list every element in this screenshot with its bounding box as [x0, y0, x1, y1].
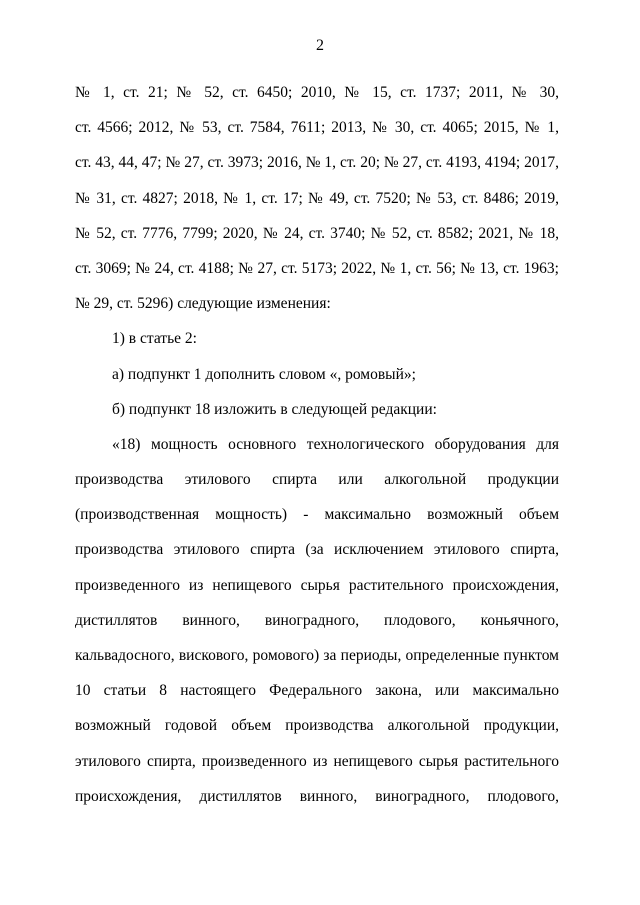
text-line: кальвадосного, вискового, ромового) за периоды, определенные пунктом	[75, 647, 559, 664]
text-line: № 1, ст. 21; № 52, ст. 6450; 2010, № 15, ст. 1737; 2011, № 30,	[75, 84, 559, 101]
text-line: б) подпункт 18 изложить в следующей редакции:	[112, 400, 437, 418]
text-line: «18) мощность основного технологического оборудования для	[112, 435, 559, 453]
text-line: производства этилового спирта или алкогольной продукции	[75, 471, 559, 489]
text-line: ст. 43, 44, 47; № 27, ст. 3973; 2016, № 1, ст. 20; № 27, ст. 4193, 4194; 2017,	[75, 154, 559, 172]
text-line: № 29, ст. 5296) следующие изменения:	[75, 295, 331, 313]
text-line: возможный годовой объем производства алкогольной продукции,	[75, 717, 559, 735]
page-number: 2	[316, 37, 324, 54]
text-line: № 52, ст. 7776, 7799; 2020, № 24, ст. 3740; № 52, ст. 8582; 2021, № 18,	[75, 224, 559, 242]
text-line: производства этилового спирта (за исключением этилового спирта,	[75, 541, 559, 559]
paragraph	[75, 357, 559, 392]
text-line: (производственная мощность) - максимально возможный объем	[75, 506, 559, 524]
text-line: ст. 3069; № 24, ст. 4188; № 27, ст. 5173; 2022, № 1, ст. 56; № 13, ст. 1963;	[75, 259, 559, 277]
text-line: № 31, ст. 4827; 2018, № 1, ст. 17; № 49, ст. 7520; № 53, ст. 8486; 2019,	[75, 189, 559, 207]
text-line: а) подпункт 1 дополнить словом «, ромовый»;	[112, 365, 416, 383]
text-line: происхождения, дистиллятов винного, виноградного, плодового,	[75, 787, 559, 805]
paragraph	[75, 321, 559, 356]
text-line: 10 статьи 8 настоящего Федерального закона, или максимально	[75, 682, 559, 700]
paragraph	[75, 427, 559, 814]
text-line: 1) в статье 2:	[112, 330, 197, 348]
text-line: произведенного из непищевого сырья растительного происхождения,	[75, 576, 559, 594]
text-line: этилового спирта, произведенного из непищевого сырья растительного	[75, 752, 559, 770]
text-line: дистиллятов винного, виноградного, плодового, коньячного,	[75, 611, 559, 629]
document-body	[75, 75, 559, 814]
paragraph	[75, 392, 559, 427]
text-line: ст. 4566; 2012, № 53, ст. 7584, 7611; 2013, № 30, ст. 4065; 2015, № 1,	[75, 119, 559, 137]
paragraph	[75, 75, 559, 321]
